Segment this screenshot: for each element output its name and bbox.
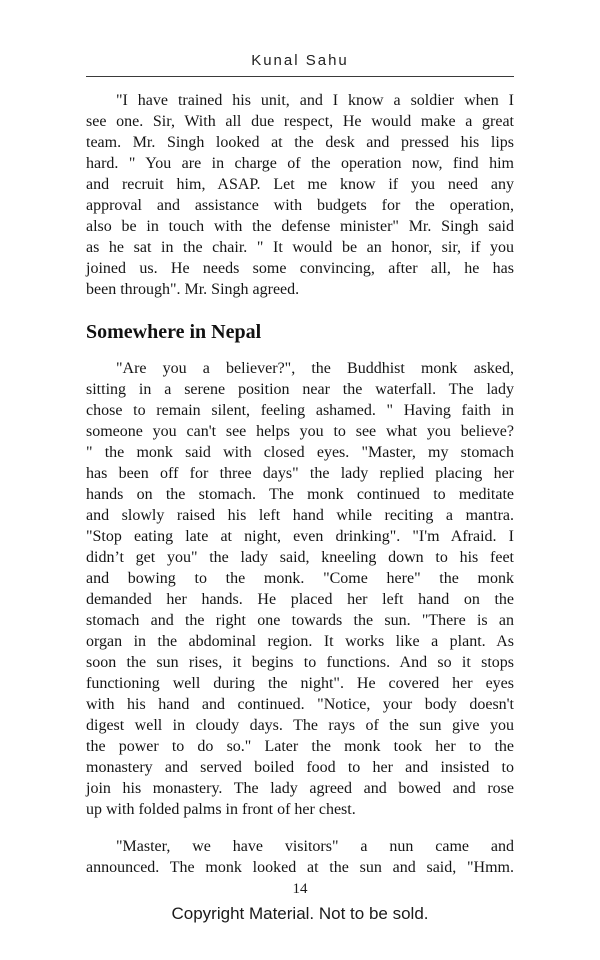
text-line: been through". Mr. Singh agreed. [86,281,300,298]
text-line: didn’t get you" the lady said, kneeling down to his feet [86,549,514,566]
text-line: organ in the abdominal region. It works like a plant. As [86,633,514,650]
text-line: as he sat in the chair. " It would be an honor, sir, if you [86,239,514,256]
text-line: and bowing to the monk. "Come here" the monk [86,570,514,587]
text-line: joined us. He needs some convincing, after all, he has [86,260,514,277]
author-name: Kunal Sahu [251,52,349,69]
copyright-notice: Copyright Material. Not to be sold. [171,904,429,923]
text-line: team. Mr. Singh looked at the desk and pressed his lips [86,134,514,151]
text-line: the power to do so." Later the monk took her to the [86,738,514,755]
text-line: approval and assistance with budgets for the operation, [86,197,514,214]
text-line: "Stop eating late at night, even drinking". "I'm Afraid. I [86,528,514,545]
page-content [86,90,514,878]
page-number: 14 [292,881,308,897]
text-line: "Are you a believer?", the Buddhist monk asked, [116,360,514,377]
text-line: " the monk said with closed eyes. "Master, my stomach [86,444,514,461]
text-line: digest well in cloudy days. The rays of the sun give you [86,717,514,734]
section-heading: Somewhere in Nepal [86,321,262,343]
paragraph-mr-singh [86,90,514,300]
text-line: join his monastery. The lady agreed and bowed and rose [86,780,514,797]
text-line: and recruit him, ASAP. Let me know if you need any [86,176,514,193]
text-line: soon the sun rises, it begins to functions. And so it stops [86,654,514,671]
text-line: and slowly raised his left hand while reciting a mantra. [86,507,514,524]
text-line: someone you can't see helps you to see what you believe? [86,423,514,440]
text-line: hands on the stomach. The monk continued to meditate [86,486,514,503]
text-line: hard. " You are in charge of the operation now, find him [86,155,514,172]
text-line: monastery and served boiled food to her and insisted to [86,759,514,776]
text-line: up with folded palms in front of her chest. [86,801,356,818]
text-line: demanded her hands. He placed her left hand on the [86,591,514,608]
text-line: with his hand and continued. "Notice, your body doesn't [86,696,514,713]
text-line: functioning well during the night". He covered her eyes [86,675,514,692]
paragraph-visitors [86,836,514,878]
text-line: chose to remain silent, feeling ashamed. " Having faith in [86,402,514,419]
text-line: sitting in a serene position near the waterfall. The lady [86,381,514,398]
text-line: has been off for three days" the lady replied placing her [86,465,514,482]
paragraph-monk-lady [86,358,514,820]
running-header [86,52,514,70]
text-line: "I have trained his unit, and I know a soldier when I [116,92,514,109]
text-line: also be in touch with the defense minister" Mr. Singh said [86,218,514,235]
text-line: see one. Sir, With all due respect, He would make a great [86,113,514,130]
text-line: "Master, we have visitors" a nun came and [116,838,514,855]
text-line: stomach and the right one towards the sun. "There is an [86,612,514,629]
header-divider [86,76,514,77]
text-line: announced. The monk looked at the sun and said, "Hmm. [86,859,514,876]
